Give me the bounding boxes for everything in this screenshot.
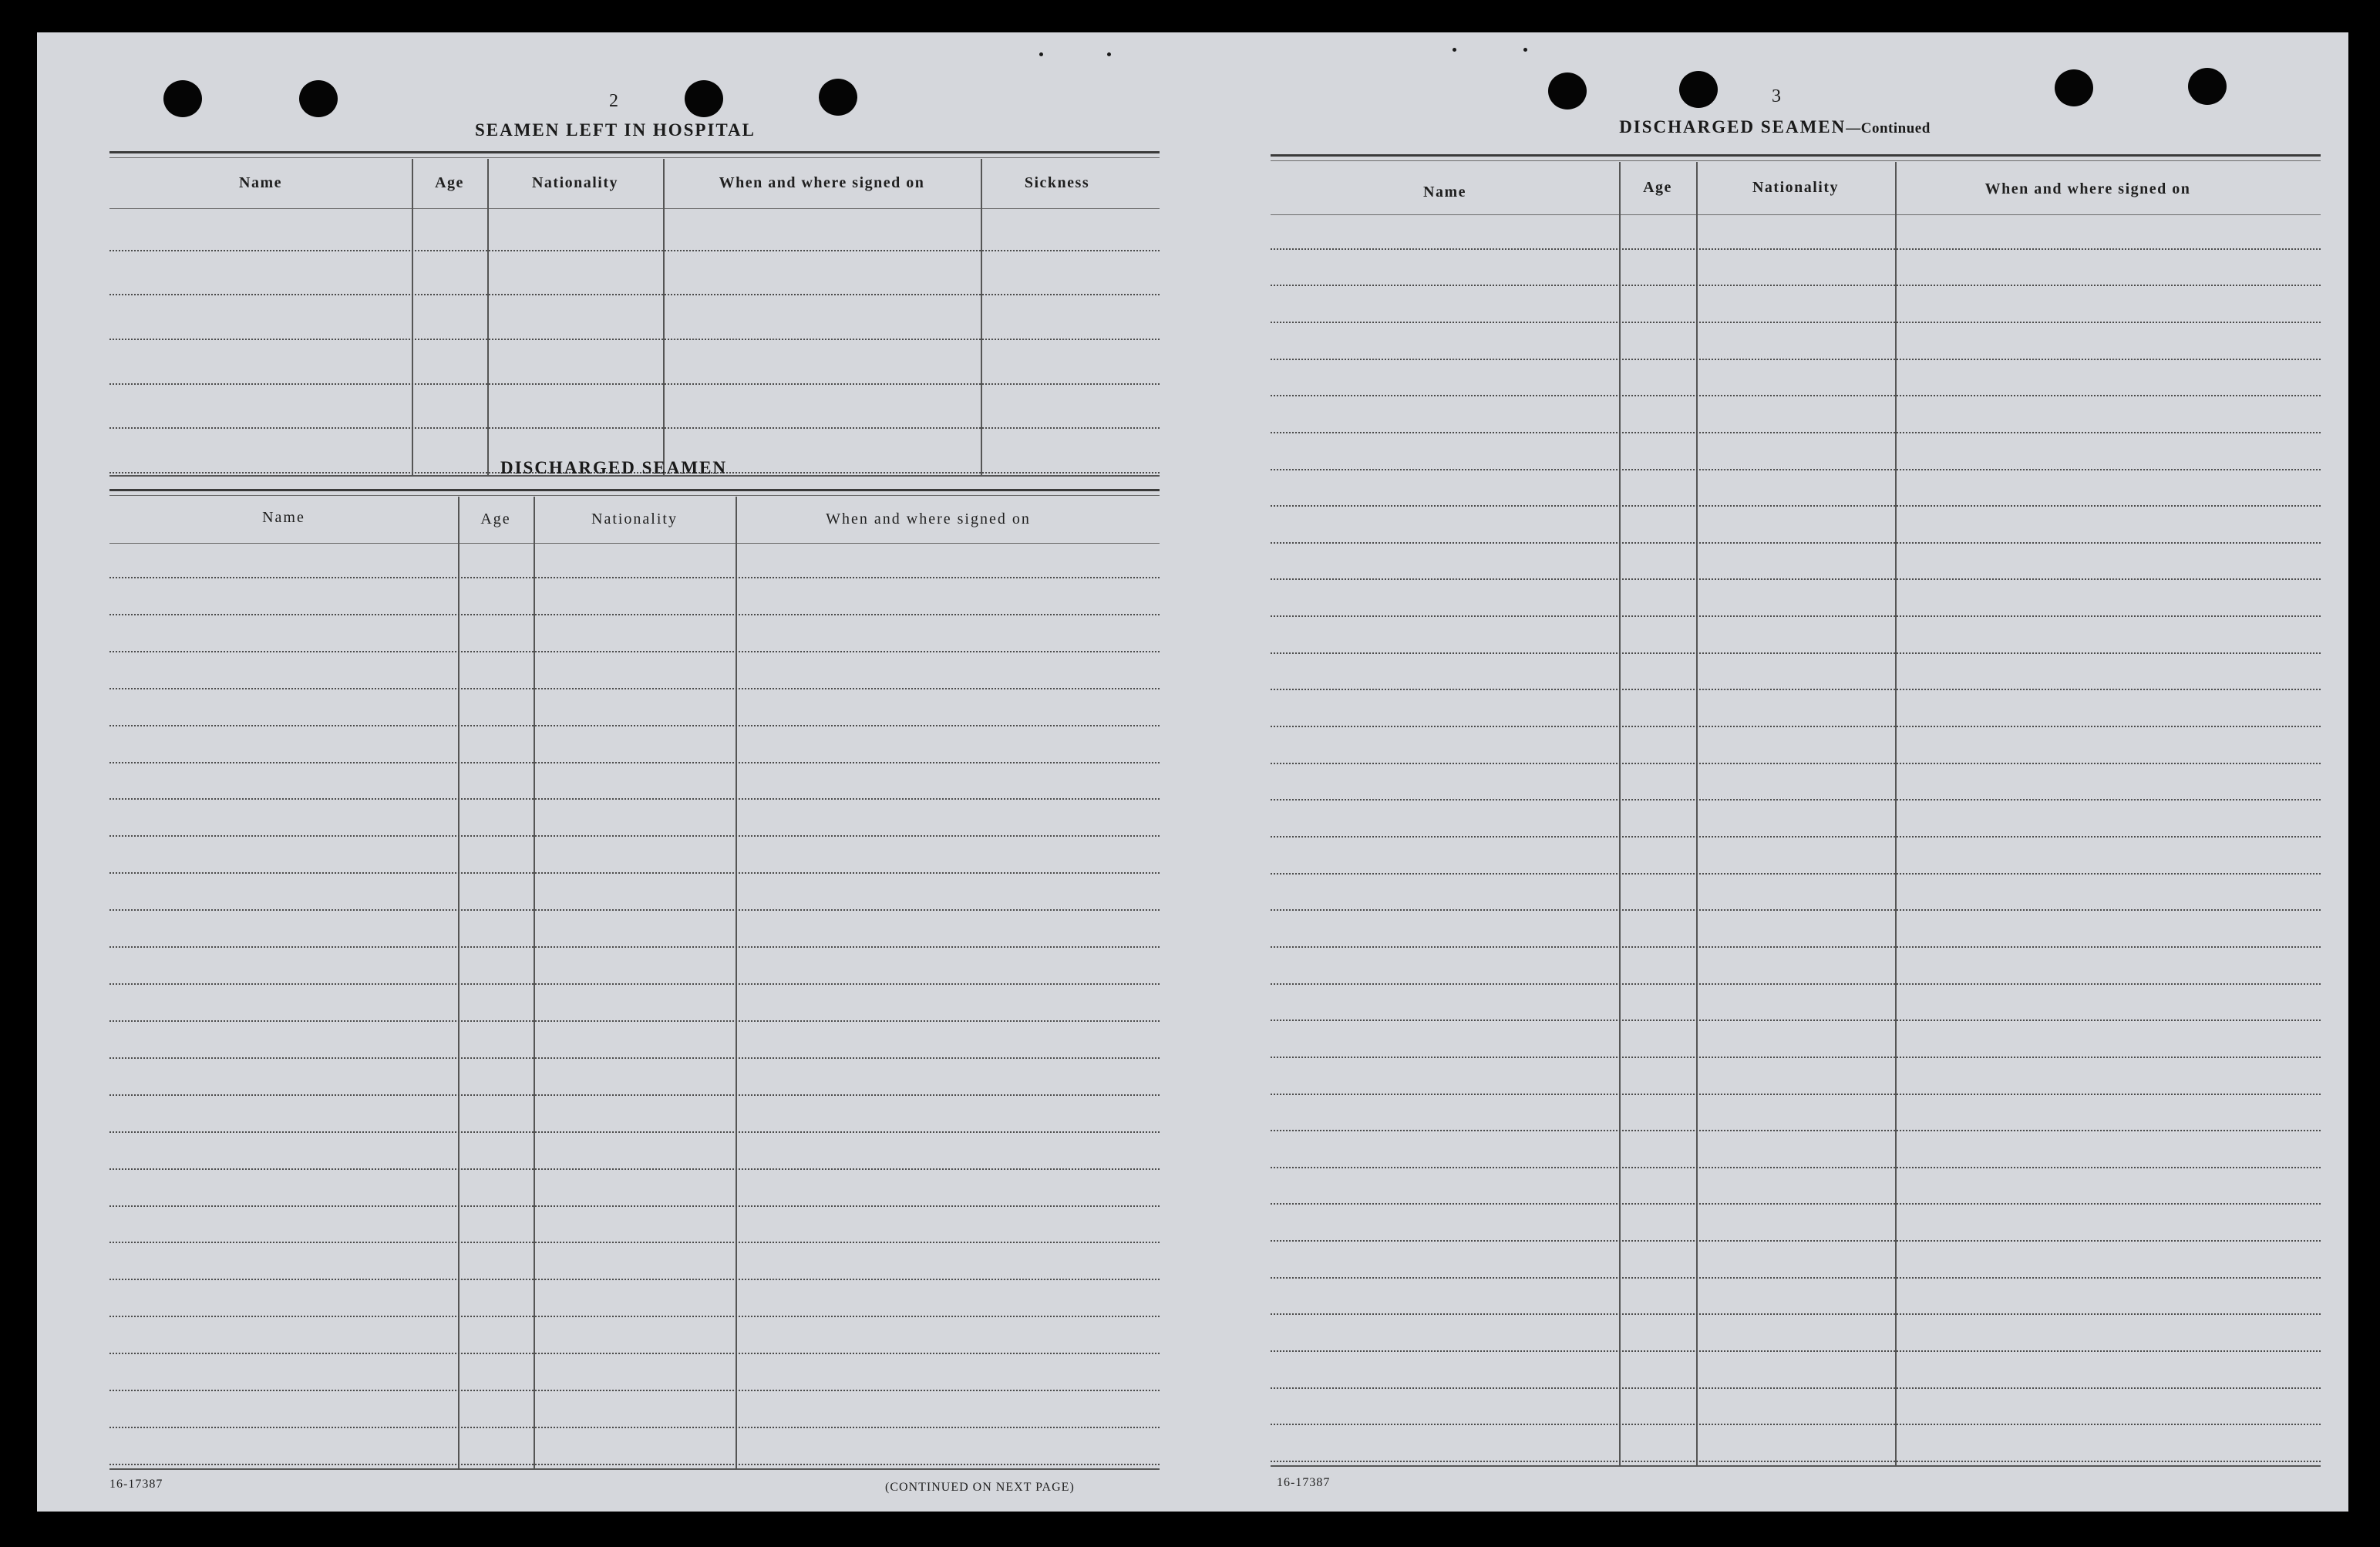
punch-hole [2188,68,2227,105]
table-row [109,383,1160,385]
hospital-col-signed-on: When and where signed on [719,174,925,191]
table-row [109,250,1160,251]
table-row [1271,799,2321,800]
table-row [1271,689,2321,690]
continued-suffix: —Continued [1846,120,1931,136]
table-row [109,1353,1160,1354]
discharged-continued-title-main: DISCHARGED SEAMEN [1619,117,1846,136]
hospital-divider [663,159,665,477]
hospital-col-age: Age [435,174,464,191]
table-row [109,872,1160,874]
table-row [109,688,1160,689]
speck [1523,48,1527,52]
table-row [109,1057,1160,1059]
discharged-divider [458,497,460,1468]
continued-note: (CONTINUED ON NEXT PAGE) [885,1481,1075,1494]
hospital-col-nationality: Nationality [531,174,619,191]
right-bottom-rule [1271,1465,2321,1467]
table-row [109,798,1160,800]
right-col-name: Name [1423,184,1466,201]
table-row [1271,1130,2321,1131]
discharged-header-rule [109,543,1160,544]
table-row [1271,873,2321,875]
table-row [1271,763,2321,764]
table-row [109,339,1160,340]
table-row [1271,615,2321,617]
discharged-section-title: DISCHARGED SEAMEN [500,458,728,477]
table-row [109,651,1160,652]
discharged-divider [736,497,737,1468]
table-row [1271,1203,2321,1205]
table-row [1271,909,2321,911]
form-sheet [37,32,2348,1512]
table-row [109,1316,1160,1317]
table-row [1271,1094,2321,1095]
table-row [109,725,1160,726]
form-number-left: 16-17387 [109,1478,163,1491]
speck [1039,52,1043,56]
table-row [1271,322,2321,323]
table-row [1271,1387,2321,1389]
table-row [109,835,1160,837]
right-col-signed-on: When and where signed on [1984,180,2191,197]
discharged-divider [534,497,535,1468]
table-row [1271,542,2321,544]
hospital-col-sickness: Sickness [1024,174,1090,191]
table-row [109,294,1160,295]
punch-hole [163,80,202,117]
table-row [1271,395,2321,396]
punch-hole [1679,71,1718,108]
hospital-divider [981,159,982,477]
right-top-rule [1271,154,2321,157]
discharged-col-nationality: Nationality [591,511,678,527]
table-row [1271,1020,2321,1021]
left-bottom-rule [109,1468,1160,1470]
punch-hole [819,79,857,116]
table-row [1271,432,2321,433]
page-number-right: 3 [1772,86,1781,106]
table-row [1271,1057,2321,1058]
discharged-col-age: Age [480,511,511,527]
speck [1453,48,1456,52]
table-row [1271,1277,2321,1279]
table-row [1271,469,2321,470]
punch-hole [1548,72,1587,110]
table-row [109,1464,1160,1465]
table-row [109,1020,1160,1022]
right-divider [1696,162,1698,1465]
table-row [109,909,1160,911]
hospital-top-rule [109,151,1160,153]
table-row [1271,652,2321,654]
table-row [109,614,1160,615]
right-top-rule-2 [1271,160,2321,161]
table-row [109,577,1160,578]
table-row [1271,836,2321,838]
table-row [1271,359,2321,360]
table-row [1271,1424,2321,1425]
hospital-header-rule [109,208,1160,209]
hospital-col-name: Name [239,174,282,191]
discharged-col-name: Name [262,509,305,526]
table-row [109,1427,1160,1428]
hospital-divider [487,159,489,477]
table-row [109,1168,1160,1170]
table-row [1271,505,2321,507]
table-row [1271,1461,2321,1462]
table-row [1271,726,2321,727]
right-divider [1895,162,1897,1465]
punch-hole [299,80,338,117]
table-row [109,1205,1160,1207]
table-row [109,1131,1160,1133]
discharged-continued-title [1619,117,1931,137]
discharged-col-signed-on: When and where signed on [826,511,1031,527]
table-row [109,1242,1160,1243]
hospital-section-title: SEAMEN LEFT IN HOSPITAL [474,120,756,140]
punch-hole [2055,69,2093,106]
speck [1107,52,1111,56]
table-row [109,427,1160,429]
table-row [1271,248,2321,250]
right-col-nationality: Nationality [1752,179,1840,196]
table-row [109,1279,1160,1280]
table-row [1271,285,2321,286]
table-row [1271,1167,2321,1168]
table-row [109,1094,1160,1096]
page-number-left: 2 [609,91,618,111]
discharged-top-rule [109,489,1160,491]
table-row [1271,1313,2321,1315]
table-row [109,946,1160,948]
table-row [109,762,1160,763]
table-row [109,983,1160,985]
hospital-divider [412,159,413,477]
hospital-top-rule-2 [109,157,1160,158]
table-row [1271,578,2321,580]
form-number-right: 16-17387 [1277,1476,1331,1489]
right-divider [1619,162,1621,1465]
right-col-age: Age [1643,179,1672,196]
table-row [1271,983,2321,985]
discharged-top-rule-2 [109,495,1160,496]
punch-hole [685,80,723,117]
table-row [1271,1350,2321,1352]
right-header-rule [1271,214,2321,215]
table-row [1271,1240,2321,1242]
table-row [109,1390,1160,1391]
table-row [1271,946,2321,948]
